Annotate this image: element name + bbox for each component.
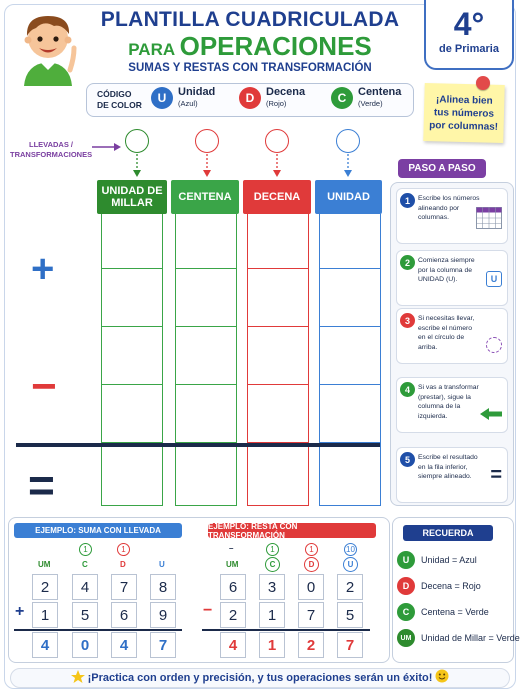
recuerda-badge: UM bbox=[397, 629, 415, 647]
column-header-um bbox=[97, 180, 167, 214]
arrow-down-icon bbox=[201, 154, 213, 178]
grade-number: 4° bbox=[453, 6, 485, 42]
carry-circle-c[interactable] bbox=[195, 129, 219, 153]
grid-cell[interactable] bbox=[102, 443, 162, 503]
sub-result-digit: 4 bbox=[220, 632, 246, 658]
grade-label: de Primaria bbox=[439, 43, 499, 55]
decena-color: (Rojo) bbox=[266, 99, 287, 108]
title-para: PARA bbox=[128, 40, 176, 59]
sub-result-line bbox=[202, 629, 370, 631]
grid-cell[interactable] bbox=[248, 385, 308, 443]
sub-digit: 2 bbox=[337, 574, 363, 600]
color-code-box bbox=[86, 83, 414, 117]
grade-badge bbox=[424, 0, 514, 70]
step-number: 2 bbox=[400, 255, 415, 270]
sub-digit: 1 bbox=[259, 602, 285, 628]
smiley-icon bbox=[435, 669, 449, 683]
sum-header-um: UM bbox=[38, 560, 51, 569]
minus-sign: − bbox=[31, 362, 57, 411]
arrow-right-icon bbox=[92, 142, 122, 152]
sum-digit: 1 bbox=[32, 602, 58, 628]
decena-name: Decena bbox=[266, 86, 306, 98]
column-header-u: UNIDAD bbox=[315, 180, 382, 214]
column-header-c: CENTENA bbox=[171, 180, 239, 214]
unidad-name: Unidad bbox=[178, 86, 216, 98]
step-text: Escribe los números alineando por columnas. bbox=[418, 195, 480, 221]
color-code-unidad bbox=[151, 87, 215, 109]
grid-cell[interactable] bbox=[102, 214, 162, 269]
unidad-box-icon: U bbox=[486, 271, 502, 287]
note-line1: ¡Alinea bien bbox=[435, 94, 493, 107]
title-operaciones: OPERACIONES bbox=[179, 31, 372, 61]
sub-minus-sign: − bbox=[203, 602, 213, 619]
carry-circle-u[interactable] bbox=[336, 129, 360, 153]
step-number: 4 bbox=[400, 382, 415, 397]
arrow-down-icon bbox=[342, 154, 354, 178]
recuerda-badge: U bbox=[397, 551, 415, 569]
grid-cell[interactable] bbox=[248, 327, 308, 385]
page-subtitle: SUMAS Y RESTAS CON TRANSFORMACIÓN bbox=[128, 62, 372, 74]
color-code-label-line1: CÓDIGO bbox=[97, 89, 132, 99]
decena-badge: D bbox=[239, 87, 261, 109]
color-code-label bbox=[97, 89, 142, 111]
centena-color: (Verde) bbox=[358, 99, 383, 108]
sub-carry-um: – bbox=[229, 544, 234, 553]
sub-header-d: D bbox=[304, 557, 319, 572]
sum-result-digit: 7 bbox=[150, 632, 176, 658]
example-sub-title: EJEMPLO: RESTA CON TRANSFORMACIÓN bbox=[208, 523, 376, 538]
sub-result-digit: 1 bbox=[259, 632, 285, 658]
sub-header-um: UM bbox=[226, 560, 239, 569]
step-number: 5 bbox=[400, 452, 415, 467]
result-divider-line bbox=[16, 443, 380, 447]
grid-cell[interactable] bbox=[176, 385, 236, 443]
sum-header-c: C bbox=[82, 560, 88, 569]
centena-badge: C bbox=[331, 87, 353, 109]
page-title: PLANTILLA CUADRICULADA bbox=[100, 8, 400, 31]
sub-digit: 0 bbox=[298, 574, 324, 600]
unidad-badge: U bbox=[151, 87, 173, 109]
step-text: Comienza siempre por la columna de UNIDAD (U). bbox=[418, 257, 475, 283]
grid-cell[interactable] bbox=[176, 269, 236, 327]
sub-digit: 5 bbox=[337, 602, 363, 628]
sum-digit: 4 bbox=[72, 574, 98, 600]
carry-circle-um[interactable] bbox=[125, 129, 149, 153]
sum-digit: 8 bbox=[150, 574, 176, 600]
sub-result-digit: 7 bbox=[337, 632, 363, 658]
kid-illustration bbox=[14, 8, 82, 86]
step-text: Si vas a transformar (prestar), sigue la columna de la izquierda. bbox=[418, 384, 479, 420]
example-sum-title: EJEMPLO: SUMA CON LLEVADA bbox=[14, 523, 182, 538]
grid-cell[interactable] bbox=[320, 385, 380, 443]
sub-header-c: C bbox=[265, 557, 280, 572]
step-5 bbox=[396, 447, 508, 503]
sub-result-digit: 2 bbox=[298, 632, 324, 658]
sub-digit: 7 bbox=[298, 602, 324, 628]
step-2 bbox=[396, 250, 508, 306]
column-grid-c bbox=[175, 214, 237, 506]
step-text: Si necesitas llevar, escribe el número en el círculo de arriba. bbox=[418, 315, 475, 351]
grid-cell[interactable] bbox=[320, 269, 380, 327]
sum-carry-d: 1 bbox=[117, 543, 130, 556]
sum-digit: 2 bbox=[32, 574, 58, 600]
sub-carry-c: 1 bbox=[266, 543, 279, 556]
step-text: Escribe el resultado en la fila inferior, siempre alineado. bbox=[418, 454, 478, 480]
carry-circle-icon bbox=[486, 337, 502, 353]
sum-result-digit: 4 bbox=[111, 632, 137, 658]
color-code-label-line2: DE COLOR bbox=[97, 100, 142, 110]
column-header-d: DECENA bbox=[243, 180, 311, 214]
sub-digit: 3 bbox=[259, 574, 285, 600]
grid-cell[interactable] bbox=[248, 269, 308, 327]
arrow-down-icon bbox=[131, 154, 143, 178]
recuerda-item-centena bbox=[397, 603, 489, 621]
color-code-centena bbox=[331, 87, 401, 109]
grid-cell[interactable] bbox=[320, 214, 380, 269]
llevadas-line2: TRANSFORMACIONES bbox=[10, 150, 93, 159]
grid-cell[interactable] bbox=[176, 443, 236, 503]
sum-plus-sign: + bbox=[15, 603, 25, 620]
recuerda-item-millar bbox=[397, 629, 520, 647]
color-code-decena bbox=[239, 87, 305, 109]
recuerda-badge: D bbox=[397, 577, 415, 595]
recuerda-text: Centena = Verde bbox=[421, 607, 489, 617]
carry-circle-d[interactable] bbox=[265, 129, 289, 153]
grid-cell[interactable] bbox=[176, 214, 236, 269]
recuerda-item-decena bbox=[397, 577, 481, 595]
step-number: 1 bbox=[400, 193, 415, 208]
grid-cell[interactable] bbox=[248, 214, 308, 269]
llevadas-label bbox=[10, 140, 92, 160]
sum-digit: 5 bbox=[72, 602, 98, 628]
sticky-note bbox=[423, 83, 504, 143]
sub-header-u: U bbox=[343, 557, 358, 572]
sum-result-line bbox=[14, 629, 182, 631]
grid-cell[interactable] bbox=[102, 327, 162, 385]
grid-cell[interactable] bbox=[248, 443, 308, 503]
sum-result-digit: 0 bbox=[72, 632, 98, 658]
equals-icon: = bbox=[490, 464, 502, 486]
sum-header-d: D bbox=[120, 560, 126, 569]
sum-digit: 7 bbox=[111, 574, 137, 600]
sum-carry-c: 1 bbox=[79, 543, 92, 556]
column-grid-um bbox=[101, 214, 163, 506]
equals-sign: = bbox=[28, 459, 55, 511]
recuerda-text: Decena = Rojo bbox=[421, 581, 481, 591]
pushpin-icon bbox=[476, 76, 490, 90]
sub-digit: 2 bbox=[220, 602, 246, 628]
sum-digit: 6 bbox=[111, 602, 137, 628]
recuerda-title: RECUERDA bbox=[403, 525, 493, 541]
column-grid-d bbox=[247, 214, 309, 506]
centena-name: Centena bbox=[358, 86, 402, 98]
column-grid-u bbox=[319, 214, 381, 506]
sum-header-u: U bbox=[159, 560, 165, 569]
recuerda-text: Unidad = Azul bbox=[421, 555, 477, 565]
grid-icon bbox=[476, 207, 502, 229]
grid-cell[interactable] bbox=[320, 327, 380, 385]
step-3 bbox=[396, 308, 508, 364]
column-header-um-line2: MILLAR bbox=[111, 197, 153, 209]
step-number: 3 bbox=[400, 313, 415, 328]
footer-text: ¡Practica con orden y precisión, y tus operaciones serán un éxito! bbox=[87, 672, 433, 684]
grid-cell[interactable] bbox=[176, 327, 236, 385]
footer-banner bbox=[10, 668, 510, 688]
sum-result-digit: 4 bbox=[32, 632, 58, 658]
recuerda-badge: C bbox=[397, 603, 415, 621]
grid-cell[interactable] bbox=[320, 443, 380, 503]
sub-carry-d: 1 bbox=[305, 543, 318, 556]
recuerda-text: Unidad de Millar = Verde bbox=[421, 633, 520, 643]
note-line2: tus números bbox=[433, 107, 495, 120]
paso-a-paso-title: PASO A PASO bbox=[398, 159, 486, 178]
recuerda-item-unidad bbox=[397, 551, 477, 569]
step-1 bbox=[396, 188, 508, 244]
page-title-line2 bbox=[90, 31, 410, 62]
sub-digit: 6 bbox=[220, 574, 246, 600]
grid-cell[interactable] bbox=[102, 385, 162, 443]
sub-carry-u: 10 bbox=[344, 543, 357, 556]
grid-cell[interactable] bbox=[102, 269, 162, 327]
sum-digit: 9 bbox=[150, 602, 176, 628]
column-header-um-line1: UNIDAD DE bbox=[101, 185, 163, 197]
unidad-color: (Azul) bbox=[178, 99, 198, 108]
star-icon bbox=[71, 670, 85, 683]
step-4 bbox=[396, 377, 508, 433]
plus-sign: + bbox=[31, 247, 55, 291]
llevadas-line1: LLEVADAS / bbox=[28, 140, 74, 149]
note-line3: por columnas! bbox=[429, 120, 499, 133]
arrow-left-icon bbox=[480, 408, 502, 420]
arrow-down-icon bbox=[271, 154, 283, 178]
